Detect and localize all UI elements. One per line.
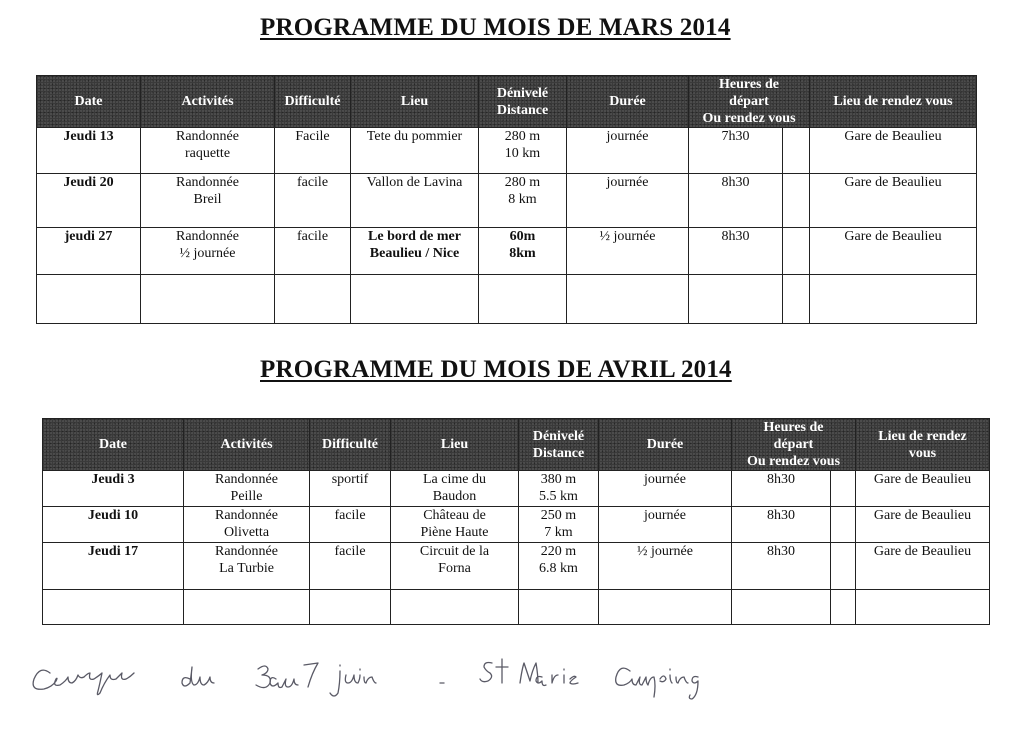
- empty-cell: [391, 590, 519, 625]
- header-date: Date: [37, 76, 141, 128]
- activite-detail: raquette: [184, 146, 231, 161]
- row-heure: 7h30: [689, 128, 783, 174]
- row-duree: ½ journée: [599, 543, 732, 590]
- avril-program-table: [42, 418, 990, 625]
- header-lieu: Lieu: [391, 419, 519, 471]
- denivele: 280 m: [504, 175, 541, 190]
- row-duree: ½ journée: [567, 228, 689, 275]
- row-spacer: [783, 128, 810, 174]
- header-date: Date: [43, 419, 184, 471]
- table-header-row: [37, 76, 977, 128]
- activite-detail: ½ journée: [179, 246, 236, 261]
- denivele: 250 m: [540, 508, 577, 523]
- row-date: Jeudi 10: [43, 507, 184, 543]
- row-heure: 8h30: [732, 471, 831, 507]
- empty-cell: [567, 275, 689, 324]
- header-rdv-line2: vous: [908, 445, 937, 461]
- row-date: Jeudi 3: [43, 471, 184, 507]
- header-activites: Activités: [184, 419, 310, 471]
- denivele: 60m: [509, 229, 536, 244]
- activite-detail: Breil: [193, 192, 222, 207]
- row-denivele-distance: [519, 543, 599, 590]
- header-difficulte: Difficulté: [275, 76, 351, 128]
- row-difficulte: sportif: [310, 471, 391, 507]
- header-heures-line1: Heures de: [718, 77, 779, 92]
- row-activite: [141, 174, 275, 228]
- table-row: [43, 507, 990, 543]
- table-row: [43, 543, 990, 590]
- header-difficulte: Difficulté: [310, 419, 391, 471]
- row-heure: 8h30: [732, 543, 831, 590]
- denivele: 280 m: [504, 129, 541, 144]
- empty-cell: [275, 275, 351, 324]
- row-spacer: [831, 507, 856, 543]
- row-lieu: [391, 543, 519, 590]
- mars-program-table: [36, 75, 977, 324]
- row-rdv: Gare de Beaulieu: [856, 507, 990, 543]
- row-denivele-distance: [479, 128, 567, 174]
- table-header-row: [43, 419, 990, 471]
- row-lieu: [351, 228, 479, 275]
- lieu-line1: Le bord de mer: [368, 229, 461, 244]
- header-denivele: Dénivelé: [532, 428, 585, 444]
- table-row-empty: [37, 275, 977, 324]
- empty-cell: [810, 275, 977, 324]
- activite-type: Randonnée: [176, 129, 239, 144]
- lieu-line2: Baudon: [432, 489, 477, 504]
- empty-cell: [599, 590, 732, 625]
- row-heure: 8h30: [732, 507, 831, 543]
- header-distance: Distance: [532, 445, 585, 461]
- row-denivele-distance: [479, 228, 567, 275]
- row-difficulte: Facile: [275, 128, 351, 174]
- distance: 6.8 km: [539, 561, 578, 576]
- table-row: [37, 174, 977, 228]
- row-date: Jeudi 13: [37, 128, 141, 174]
- row-lieu: Vallon de Lavina: [351, 174, 479, 228]
- activite-detail: La Turbie: [219, 561, 274, 576]
- row-spacer: [783, 228, 810, 275]
- empty-cell: [43, 590, 184, 625]
- empty-cell: [310, 590, 391, 625]
- distance: 8 km: [508, 192, 537, 207]
- empty-cell: [856, 590, 990, 625]
- empty-cell: [689, 275, 783, 324]
- empty-cell: [479, 275, 567, 324]
- table-row: [37, 228, 977, 275]
- row-denivele-distance: [519, 471, 599, 507]
- row-date: Jeudi 20: [37, 174, 141, 228]
- mars-title: PROGRAMME DU MOIS DE MARS 2014: [260, 14, 731, 41]
- header-denivele-distance: [479, 76, 567, 128]
- activite-detail: Peille: [230, 489, 263, 504]
- row-duree: journée: [567, 128, 689, 174]
- header-duree: Durée: [567, 76, 689, 128]
- row-date: jeudi 27: [37, 228, 141, 275]
- row-heure: 8h30: [689, 228, 783, 275]
- row-activite: [184, 543, 310, 590]
- row-heure: 8h30: [689, 174, 783, 228]
- header-heures-line3: Ou rendez vous: [702, 111, 796, 126]
- header-distance: Distance: [496, 102, 549, 118]
- row-rdv: Gare de Beaulieu: [856, 543, 990, 590]
- distance: 7 km: [544, 525, 573, 540]
- activite-detail: Olivetta: [223, 525, 270, 540]
- header-heures-line1: Heures de: [763, 420, 824, 435]
- empty-cell: [519, 590, 599, 625]
- header-rdv-line1: Lieu de rendez: [878, 428, 967, 444]
- header-denivele-distance: [519, 419, 599, 471]
- activite-type: Randonnée: [176, 229, 239, 244]
- row-difficulte: facile: [275, 228, 351, 275]
- row-difficulte: facile: [310, 543, 391, 590]
- row-spacer: [831, 471, 856, 507]
- row-activite: [141, 128, 275, 174]
- distance: 10 km: [504, 146, 541, 161]
- row-duree: journée: [567, 174, 689, 228]
- empty-cell: [732, 590, 831, 625]
- activite-type: Randonnée: [176, 175, 239, 190]
- header-denivele: Dénivelé: [496, 85, 549, 101]
- lieu-line2: Beaulieu / Nice: [369, 246, 460, 261]
- empty-cell: [783, 275, 810, 324]
- row-rdv: Gare de Beaulieu: [810, 128, 977, 174]
- row-duree: journée: [599, 471, 732, 507]
- row-duree: journée: [599, 507, 732, 543]
- row-rdv: Gare de Beaulieu: [810, 174, 977, 228]
- activite-type: Randonnée: [215, 508, 278, 523]
- row-difficulte: facile: [310, 507, 391, 543]
- row-denivele-distance: [479, 174, 567, 228]
- lieu-line1: Château de: [423, 508, 486, 523]
- header-heures-line2: départ: [773, 437, 814, 452]
- header-heures-line2: départ: [729, 94, 769, 109]
- header-rdv: Lieu de rendez vous: [810, 76, 977, 128]
- distance: 5.5 km: [539, 489, 578, 504]
- lieu-line2: Forna: [438, 561, 471, 576]
- header-heures: [732, 419, 856, 471]
- row-rdv: Gare de Beaulieu: [810, 228, 977, 275]
- empty-cell: [141, 275, 275, 324]
- header-rdv: [856, 419, 990, 471]
- row-difficulte: facile: [275, 174, 351, 228]
- table-row: [43, 471, 990, 507]
- row-activite: [141, 228, 275, 275]
- activite-type: Randonnée: [215, 472, 278, 487]
- empty-cell: [37, 275, 141, 324]
- denivele: 380 m: [540, 472, 577, 487]
- lieu-line1: Circuit de la: [419, 544, 490, 559]
- row-denivele-distance: [519, 507, 599, 543]
- header-lieu: Lieu: [351, 76, 479, 128]
- table-row-empty: [43, 590, 990, 625]
- empty-cell: [351, 275, 479, 324]
- table-row: [37, 128, 977, 174]
- empty-cell: [184, 590, 310, 625]
- avril-title: PROGRAMME DU MOIS DE AVRIL 2014: [260, 356, 732, 383]
- header-heures: [689, 76, 810, 128]
- header-heures-line3: Ou rendez vous: [746, 454, 841, 469]
- empty-cell: [831, 590, 856, 625]
- row-lieu: [391, 507, 519, 543]
- row-lieu: Tete du pommier: [351, 128, 479, 174]
- row-lieu: [391, 471, 519, 507]
- row-rdv: Gare de Beaulieu: [856, 471, 990, 507]
- row-activite: [184, 507, 310, 543]
- header-activites: Activités: [141, 76, 275, 128]
- lieu-line2: Piène Haute: [420, 525, 489, 540]
- row-spacer: [783, 174, 810, 228]
- distance: 8km: [509, 246, 536, 261]
- row-activite: [184, 471, 310, 507]
- header-duree: Durée: [599, 419, 732, 471]
- handwritten-note: [30, 645, 730, 705]
- lieu-line1: La cime du: [423, 472, 486, 487]
- activite-type: Randonnée: [215, 544, 278, 559]
- row-spacer: [831, 543, 856, 590]
- denivele: 220 m: [540, 544, 577, 559]
- row-date: Jeudi 17: [43, 543, 184, 590]
